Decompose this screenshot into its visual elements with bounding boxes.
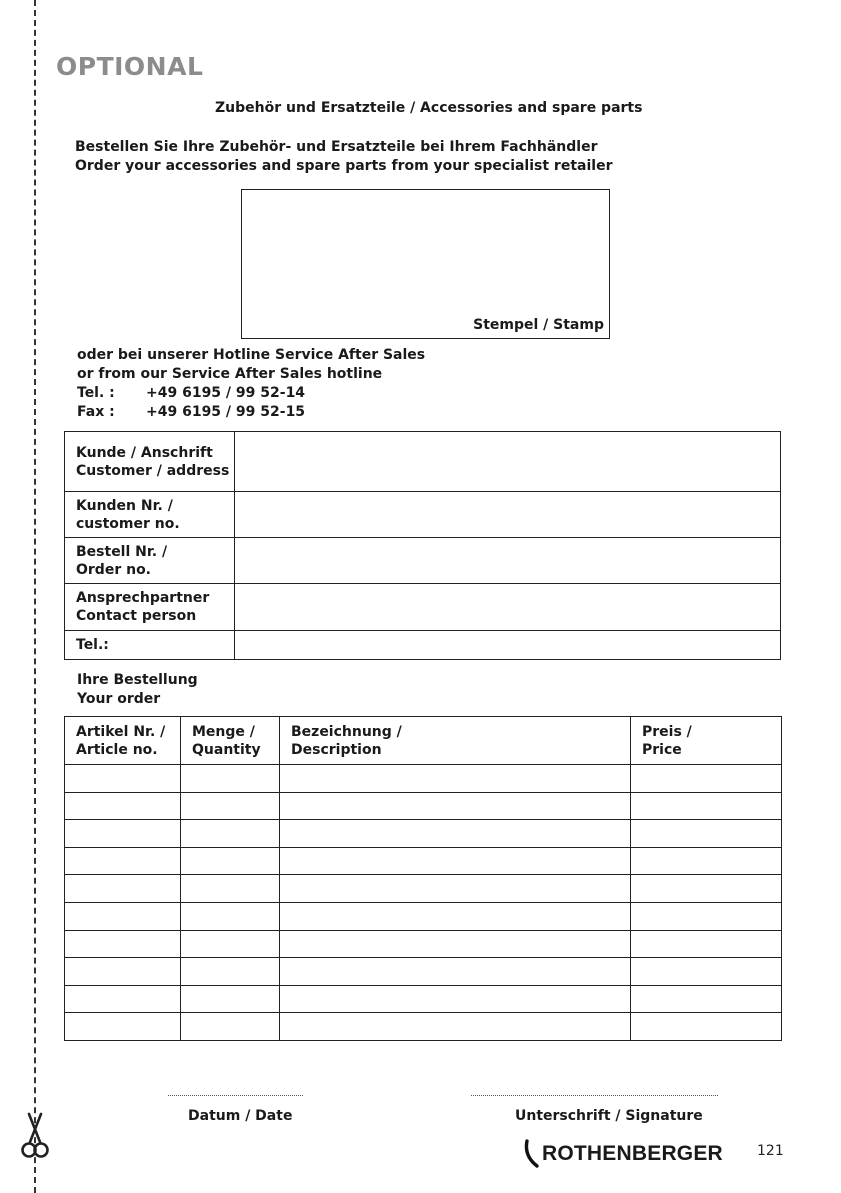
price-cell[interactable] — [631, 958, 782, 986]
price-cell[interactable] — [631, 902, 782, 930]
price-cell[interactable] — [631, 847, 782, 875]
stamp-box[interactable] — [241, 189, 610, 339]
table-row — [65, 765, 782, 793]
article-no-cell[interactable] — [65, 902, 181, 930]
table-row — [65, 792, 782, 820]
fax-label: Fax : — [77, 404, 115, 420]
date-line[interactable] — [168, 1095, 303, 1096]
brand-logo — [522, 1138, 723, 1170]
tel-row — [77, 384, 425, 403]
customer-address-label: Kunde / Anschrift Customer / address — [65, 432, 235, 492]
scissors-icon — [21, 1112, 49, 1162]
column-header-price: Preis / Price — [631, 717, 782, 765]
intro-line-en: Order your accessories and spare parts from your specialist retailer — [75, 158, 613, 174]
description-cell[interactable] — [280, 765, 631, 793]
order-heading — [77, 671, 198, 709]
tel-label: Tel. : — [77, 385, 115, 401]
customer-address-field[interactable] — [235, 432, 781, 492]
description-cell[interactable] — [280, 1013, 631, 1041]
order-header-row — [65, 717, 782, 765]
quantity-cell[interactable] — [181, 820, 280, 848]
quantity-cell[interactable] — [181, 765, 280, 793]
order-heading-de: Ihre Bestellung — [77, 672, 198, 688]
quantity-cell[interactable] — [181, 1013, 280, 1041]
page-number: 121 — [757, 1143, 784, 1159]
article-no-cell[interactable] — [65, 875, 181, 903]
table-row — [65, 985, 782, 1013]
article-no-cell[interactable] — [65, 930, 181, 958]
price-cell[interactable] — [631, 1013, 782, 1041]
retailer-intro — [75, 138, 612, 176]
article-no-cell[interactable] — [65, 765, 181, 793]
fax-row — [77, 403, 425, 422]
description-cell[interactable] — [280, 902, 631, 930]
price-cell[interactable] — [631, 765, 782, 793]
price-cell[interactable] — [631, 875, 782, 903]
article-no-cell[interactable] — [65, 792, 181, 820]
column-header-article-no: Artikel Nr. / Article no. — [65, 717, 181, 765]
column-header-description: Bezeichnung / Description — [280, 717, 631, 765]
price-cell[interactable] — [631, 820, 782, 848]
quantity-cell[interactable] — [181, 847, 280, 875]
quantity-cell[interactable] — [181, 792, 280, 820]
quantity-cell[interactable] — [181, 985, 280, 1013]
column-header-quantity: Menge / Quantity — [181, 717, 280, 765]
article-no-cell[interactable] — [65, 1013, 181, 1041]
stamp-label: Stempel / Stamp — [473, 317, 604, 333]
article-no-cell[interactable] — [65, 847, 181, 875]
tel-field-label: Tel.: — [65, 631, 235, 660]
hotline-line-en: or from our Service After Sales hotline — [77, 366, 383, 382]
brand-arc-icon — [522, 1139, 540, 1169]
tel-field[interactable] — [235, 631, 781, 660]
customer-no-field[interactable] — [235, 492, 781, 538]
price-cell[interactable] — [631, 985, 782, 1013]
description-cell[interactable] — [280, 875, 631, 903]
description-cell[interactable] — [280, 820, 631, 848]
fax-value: +49 6195 / 99 52-15 — [146, 404, 306, 420]
table-row — [65, 1013, 782, 1041]
table-row — [65, 875, 782, 903]
quantity-cell[interactable] — [181, 902, 280, 930]
description-cell[interactable] — [280, 847, 631, 875]
signature-label: Unterschrift / Signature — [515, 1108, 703, 1124]
price-cell[interactable] — [631, 930, 782, 958]
order-heading-en: Your order — [77, 691, 161, 707]
optional-heading: OPTIONAL — [56, 52, 204, 81]
table-row — [65, 930, 782, 958]
description-cell[interactable] — [280, 958, 631, 986]
table-row — [65, 902, 782, 930]
description-cell[interactable] — [280, 985, 631, 1013]
description-cell[interactable] — [280, 792, 631, 820]
tel-value: +49 6195 / 99 52-14 — [146, 385, 306, 401]
quantity-cell[interactable] — [181, 875, 280, 903]
table-row — [65, 958, 782, 986]
date-label: Datum / Date — [188, 1108, 293, 1124]
customer-form — [64, 431, 781, 660]
customer-no-label: Kunden Nr. / customer no. — [65, 492, 235, 538]
signature-line[interactable] — [471, 1095, 718, 1096]
hotline-line-de: oder bei unserer Hotline Service After Sales — [77, 347, 426, 363]
contact-person-field[interactable] — [235, 584, 781, 631]
table-row — [65, 820, 782, 848]
article-no-cell[interactable] — [65, 820, 181, 848]
article-no-cell[interactable] — [65, 958, 181, 986]
cut-line — [34, 0, 36, 1193]
order-no-field[interactable] — [235, 538, 781, 584]
price-cell[interactable] — [631, 792, 782, 820]
table-row — [65, 847, 782, 875]
brand-name: ROTHENBERGER — [542, 1142, 723, 1165]
description-cell[interactable] — [280, 930, 631, 958]
order-no-label: Bestell Nr. / Order no. — [65, 538, 235, 584]
contact-person-label: Ansprechpartner Contact person — [65, 584, 235, 631]
page-subtitle: Zubehör und Ersatzteile / Accessories and spare parts — [215, 100, 643, 116]
order-table — [64, 716, 782, 1041]
quantity-cell[interactable] — [181, 930, 280, 958]
intro-line-de: Bestellen Sie Ihre Zubehör- und Ersatzteile bei Ihrem Fachhändler — [75, 139, 598, 155]
hotline-info — [77, 346, 425, 422]
quantity-cell[interactable] — [181, 958, 280, 986]
article-no-cell[interactable] — [65, 985, 181, 1013]
